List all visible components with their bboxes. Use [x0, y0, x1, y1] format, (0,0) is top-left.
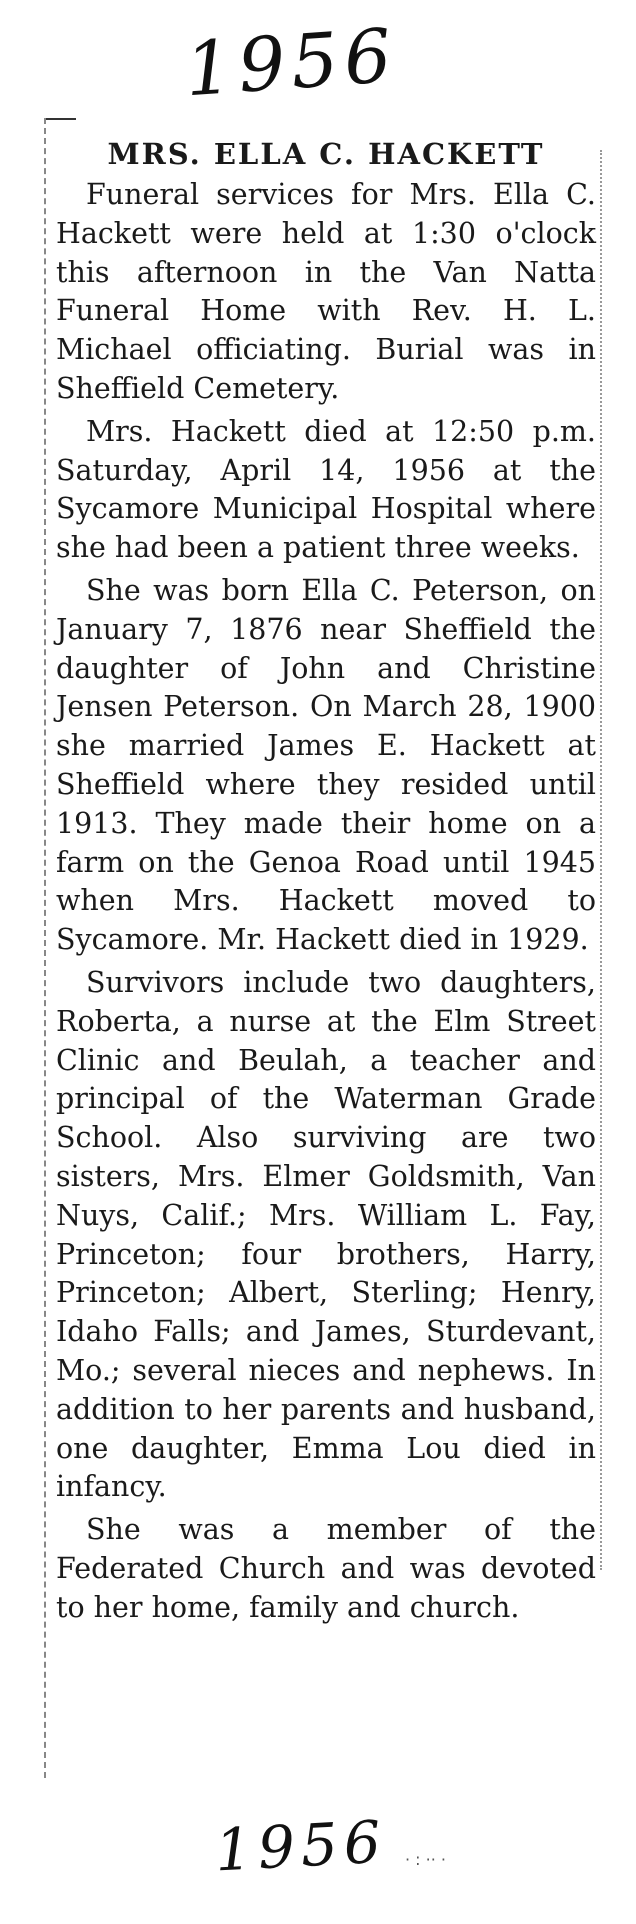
- handwritten-year-bottom: 1956: [213, 1807, 389, 1885]
- obituary-headline: MRS. ELLA C. HACKETT: [107, 137, 545, 171]
- paragraph-survivors: Survivors include two daughters, Roberta, a nurse at the Elm Street Clinic and Beulah, a teacher and principal of the Waterman Grade School. Also surviving are two sisters, Mrs. Elmer Goldsmith, Van Nuys, Calif.; Mrs. William L. Fay, Princeton; four brothers, Harry, Princeton; Albert, Sterling; Henry, Idaho Falls; and James, Sturdevant, Mo.; several nieces and nephews. In addition to her parents and husband, one daughter, Emma Lou died in infancy.: [56, 965, 596, 1504]
- pencil-scribble: · : ·· ·: [405, 1850, 446, 1869]
- clipping-left-edge: [44, 118, 46, 1778]
- handwritten-year-top: 1956: [182, 12, 401, 114]
- clipping-right-edge: [600, 150, 602, 1570]
- clipping-edge-mark: [46, 118, 76, 120]
- obituary-article: [56, 136, 596, 1631]
- paragraph-death: Mrs. Hackett died at 12:50 p.m. Saturday, April 14, 1956 at the Sycamore Municipal Hospital where she had been a patient three weeks.: [56, 414, 596, 565]
- paragraph-church: She was a member of the Federated Church and was devoted to her home, family and church.: [56, 1513, 596, 1624]
- paragraph-biography: She was born Ella C. Peterson, on January 7, 1876 near Sheffield the daughter of John and Christine Jensen Peterson. On March 28, 1900 she married James E. Hackett at Sheffield where they resided until 1913. They made their home on a farm on the Genoa Road until 1945 when Mrs. Hackett moved to Sycamore. Mr. Hackett died in 1929.: [56, 573, 596, 957]
- paragraph-funeral-services: Funeral services for Mrs. Ella C. Hackett were held at 1:30 o'clock this afternoon in the Van Natta Funeral Home with Rev. H. L. Michael officiating. Burial was in Sheffield Cemetery.: [56, 178, 596, 405]
